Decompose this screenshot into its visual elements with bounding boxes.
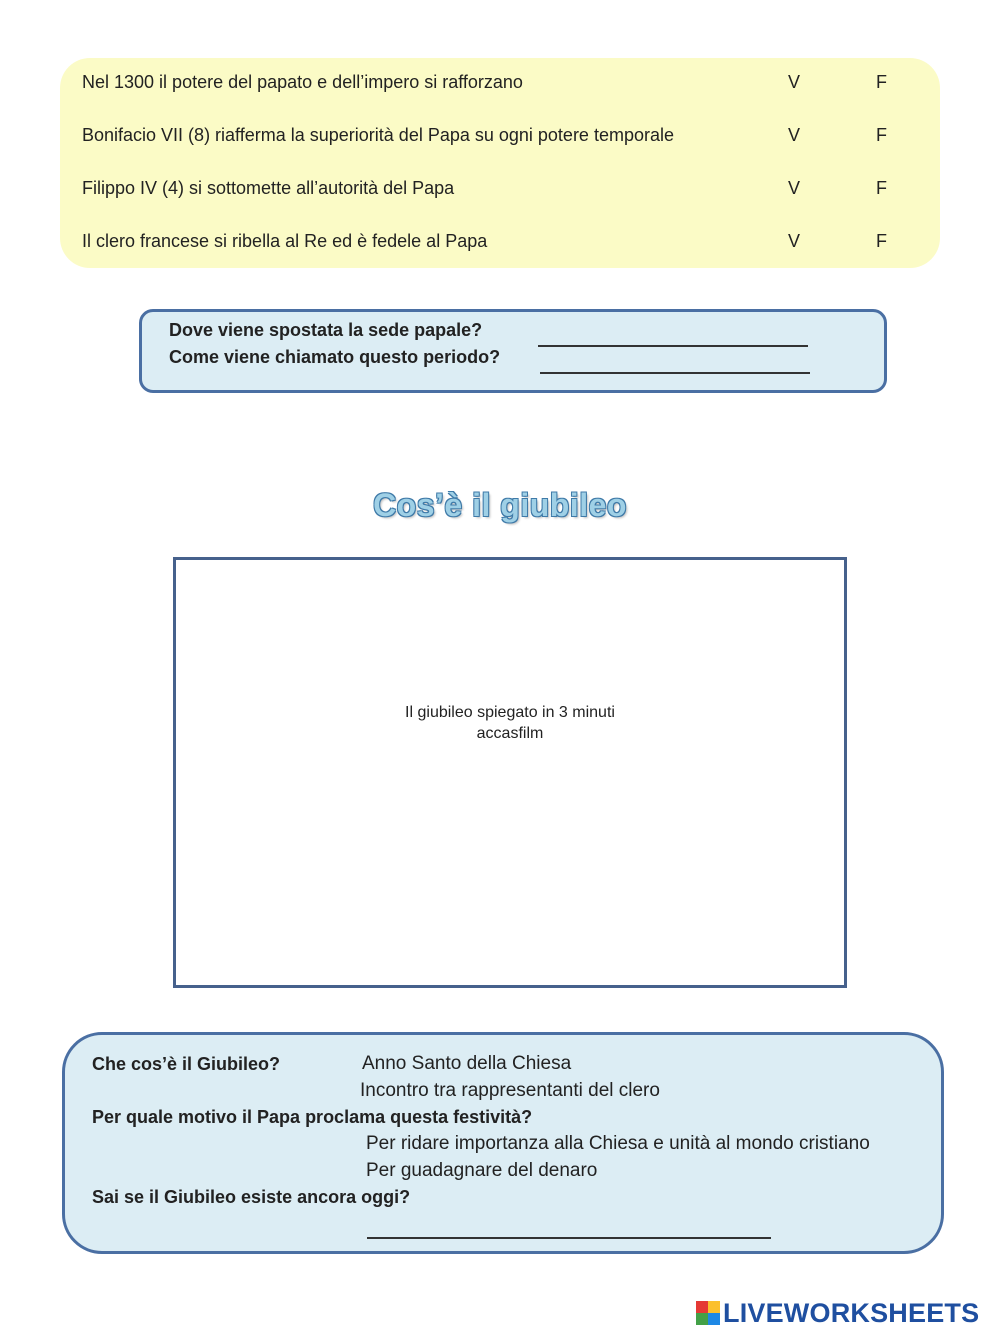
tf-statement: Bonifacio VII (8) riafferma la superiorità del Papa su ogni potere temporale: [82, 125, 674, 145]
tf-row: [82, 178, 922, 208]
tf-option-false[interactable]: F: [876, 125, 887, 145]
question-what-is-jubilee: Che cos’è il Giubileo?: [92, 1054, 281, 1074]
logo-cell: [696, 1313, 708, 1325]
answer-option[interactable]: Per ridare importanza alla Chiesa e unità al mondo cristiano: [366, 1133, 870, 1154]
liveworksheets-logo-icon: [696, 1301, 720, 1325]
tf-statement: Filippo IV (4) si sottomette all’autorità del Papa: [82, 178, 455, 198]
papal-seat-answer-input[interactable]: [538, 321, 808, 347]
tf-option-false[interactable]: F: [876, 231, 887, 251]
question-exists-today: Sai se il Giubileo esiste ancora oggi?: [92, 1187, 411, 1207]
tf-row: [82, 72, 922, 102]
liveworksheets-brand[interactable]: [696, 1296, 979, 1330]
papal-seat-question-box: [139, 309, 887, 393]
logo-cell: [708, 1313, 720, 1325]
answer-option[interactable]: Anno Santo della Chiesa: [362, 1053, 572, 1074]
tf-row: [82, 125, 922, 155]
question-papal-seat: Dove viene spostata la sede papale?: [169, 320, 483, 340]
answer-option[interactable]: Incontro tra rappresentanti del clero: [360, 1080, 660, 1101]
tf-row: [82, 231, 922, 261]
tf-statement: Il clero francese si ribella al Re ed è fedele al Papa: [82, 231, 488, 251]
tf-option-true[interactable]: V: [788, 231, 801, 251]
video-title: Il giubileo spiegato in 3 minuti: [405, 704, 615, 721]
true-false-panel: [60, 58, 940, 268]
brand-name: LIVEWORKSHEETS: [723, 1297, 980, 1328]
exists-today-answer-input[interactable]: [367, 1213, 771, 1239]
tf-option-false[interactable]: F: [876, 72, 887, 92]
video-caption: [176, 702, 844, 744]
tf-option-false[interactable]: F: [876, 178, 887, 198]
tf-option-true[interactable]: V: [788, 125, 801, 145]
jubilee-question-box: [62, 1032, 944, 1254]
tf-option-true[interactable]: V: [788, 178, 801, 198]
section-title: Cos’è il giubileo: [373, 487, 627, 523]
logo-cell: [696, 1301, 708, 1313]
video-channel: accasfilm: [476, 725, 544, 742]
tf-option-true[interactable]: V: [788, 72, 801, 92]
period-name-answer-input[interactable]: [540, 348, 810, 374]
question-period-name: Come viene chiamato questo periodo?: [169, 347, 501, 367]
answer-option[interactable]: Per guadagnare del denaro: [366, 1160, 598, 1181]
logo-cell: [708, 1301, 720, 1313]
tf-statement: Nel 1300 il potere del papato e dell’impero si rafforzano: [82, 72, 523, 92]
video-embed[interactable]: [173, 557, 847, 988]
question-why-proclaim: Per quale motivo il Papa proclama questa festività?: [92, 1107, 533, 1127]
